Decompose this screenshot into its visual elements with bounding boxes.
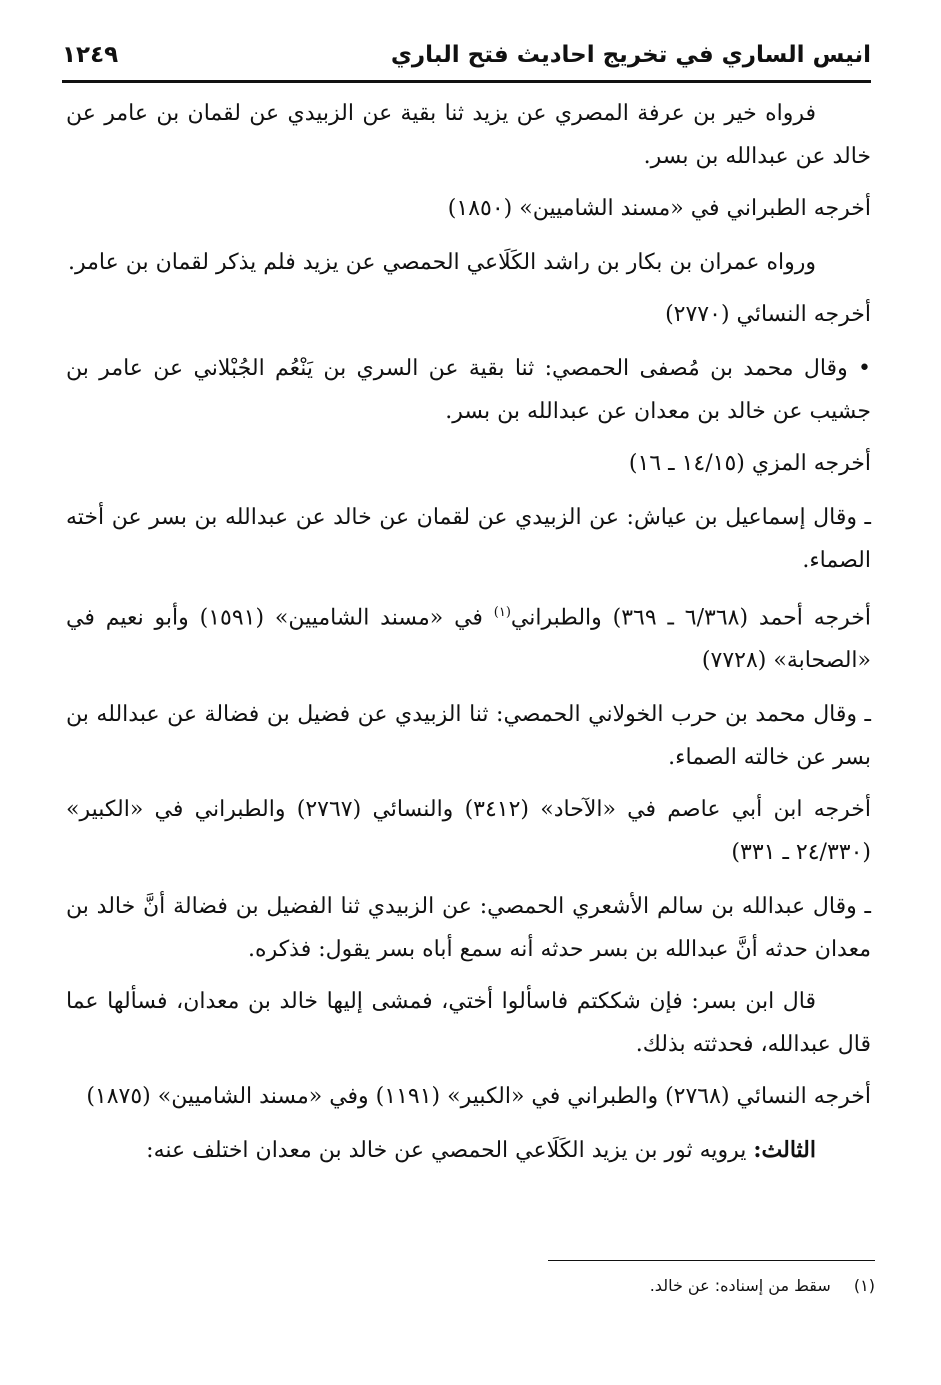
footnote-text: سقط من إسناده: عن خالد. [649,1276,831,1295]
footnote-rule [548,1260,875,1261]
paragraph-citation: أخرجه النسائي (٢٧٦٨) والطبراني في «الكبير» (١١٩١) وفي «مسند الشاميين» (١٨٧٥) [86,1084,871,1110]
page-number: ١٢٤٩ [62,42,119,68]
footnote-number: (١) [853,1276,875,1295]
paragraph-narration: ـ وقال محمد بن حرب الخولاني الحمصي: ثنا الزبيدي عن فضيل بن فضالة عن عبدالله بن بسر عن خالته الصماء. [66,702,871,771]
paragraph-narration: ـ وقال عبدالله بن سالم الأشعري الحمصي: عن الزبيدي ثنا الفضيل بن فضالة أنَّ خالد بن معدان حدثه أنَّ عبدالله بن بسر حدثه أنه سمع أباه بسر يقول: فذكره. [66,894,872,963]
citation-text: أخرجه أحمد (٦/٣٦٨ ـ ٣٦٩) والطبراني [510,605,871,631]
paragraph-narration: قال ابن بسر: فإن شككتم فاسألوا أختي، فمشى إليها خالد بن معدان، فسألها عما قال عبدالله، فحدثته بذلك. [66,989,871,1058]
section-label: الثالث: [753,1137,816,1164]
section-text: يرويه ثور بن يزيد الكَلَاعي الحمصي عن خالد بن معدان اختلف عنه: [146,1138,754,1164]
paragraph-citation: أخرجه الطبراني في «مسند الشاميين» (١٨٥٠) [447,196,871,221]
main-text [66,92,871,1181]
paragraph-citation: أخرجه النسائي (٢٧٧٠) [665,302,871,327]
paragraph-narration: • وقال محمد بن مُصفى الحمصي: ثنا بقية عن السري بن يَنْعُم الجُبْلاني عن عامر بن جشيب عن خالد بن معدان عن عبدالله بن بسر. [66,356,871,424]
header-title: انيس الساري في تخريج احاديث فتح الباري [390,42,871,68]
paragraph-narration: فرواه خير بن عرفة المصري عن يزيد ثنا بقية عن الزبيدي عن لقمان بن عامر عن خالد عن عبدالله بن بسر. [66,101,871,169]
paragraph-citation: أخرجه المزي (١٤/١٥ ـ ١٦) [628,451,871,476]
paragraph-section [66,1129,871,1172]
paragraph-citation [66,591,871,682]
citation-text: في «مسند الشاميين» (١٥٩١) وأبو نعيم في «الصحابة» (٧٧٢٨) [66,605,871,674]
header-rule [62,80,871,83]
running-header [62,38,871,78]
footnote-marker: (١) [493,605,511,620]
paragraph-citation: أخرجه ابن أبي عاصم في «الآحاد» (٣٤١٢) والنسائي (٢٧٦٧) والطبراني في «الكبير» (٢٤/٣٣٠ ـ ٣٣١) [66,797,871,866]
paragraph-narration: ـ وقال إسماعيل بن عياش: عن الزبيدي عن لقمان عن خالد عن عبدالله بن بسر عن أخته الصماء. [66,505,871,573]
paragraph-narration: ورواه عمران بن بكار بن راشد الكَلَاعي الحمصي عن يزيد فلم يذكر لقمان بن عامر. [68,250,816,275]
footnote [66,1276,875,1295]
